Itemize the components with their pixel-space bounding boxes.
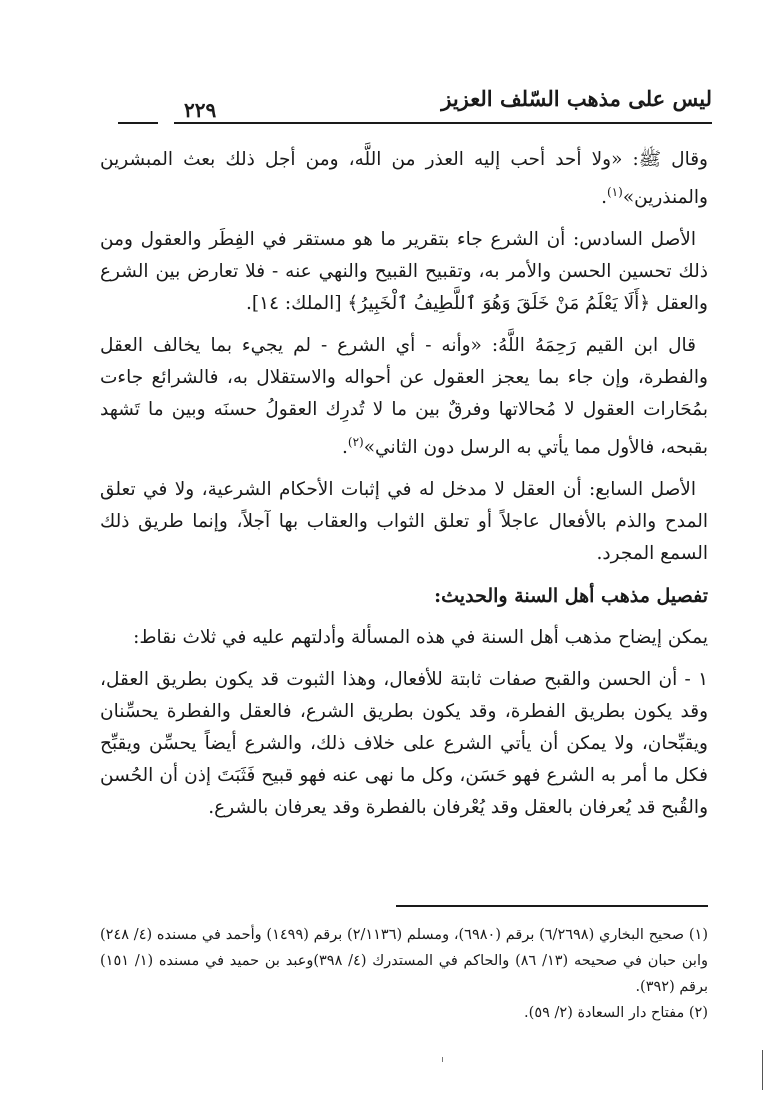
footnote-1: (١) صحيح البخاري (٦/٢٦٩٨) برقم (٦٩٨٠)، ومسلم (٢/١١٣٦) برقم (١٤٩٩) وأحمد في مسنده (٤/ ٢٤٨) وابن حبان في صحيحه (١٣/ ٨٦) والحاكم في المستدرك (٤/ ٣٩٨)وعبد بن حميد في مسنده (١/ ١٥١) برقم (٣٩٢). [100, 927, 708, 995]
paragraph-hadith-end: . [601, 187, 607, 209]
page-edge-mark [762, 1050, 763, 1090]
footnote-2: (٢) مفتاح دار السعادة (٢/ ٥٩). [524, 1005, 708, 1021]
footnote-rule [396, 905, 708, 907]
footnote-ref-2: (٢) [347, 435, 364, 450]
page-body [100, 144, 708, 834]
paragraph-ibn-qayyim-end: . [341, 437, 348, 459]
paragraph-ibn-qayyim-text: قال ابن القيم رَحِمَهُ اللَّهُ: «وأنه - أي الشرع - لم يجيء بما يخالف العقل والفطرة، وإن جاء بما يعجز العقول عن أحواله والاستقلال به، فالشرائع جاءت بمُحَارات العقول لا مُحالاتها وفرقٌ بين ما لا تُدرِك العقولُ حسنَه وبين ما تَشهد بقبحه، فالأول مما يأتي به الرسل دون الثاني» [100, 335, 708, 459]
header-rule-gap [158, 119, 174, 127]
paragraph-ibn-qayyim-quote [100, 330, 708, 464]
paragraph-intro-points: يمكن إيضاح مذهب أهل السنة في هذه المسألة وأدلتهم عليه في ثلاث نقاط: [133, 627, 708, 649]
footnote-ref-1: (١) [606, 185, 623, 199]
scan-mark [442, 1057, 443, 1062]
paragraph-hadith-text: وقال ﷺ: «ولا أحد أحب إليه العذر من اللَّه، ومن أجل ذلك بعث المبشرين والمنذرين» [100, 149, 708, 209]
running-title: ليس على مذهب السّلف العزيز [441, 86, 712, 111]
section-heading: تفصيل مذهب أهل السنة والحديث: [434, 585, 708, 608]
page-number: ٢٢٩ [176, 98, 224, 122]
paragraph-seventh-principle: الأصل السابع: أن العقل لا مدخل له في إثبات الأحكام الشرعية، ولا في تعلق المدح والذم بالأفعال عاجلاً أو تعلق الثواب والعقاب بها آجلاً، وإنما طريق ذلك السمع المجرد. [100, 479, 708, 565]
paragraph-point-one: ١ - أن الحسن والقبح صفات ثابتة للأفعال، وهذا الثبوت قد يكون بطريق العقل، وقد يكون بطريق الفطرة، وقد يكون بطريق الشرع، فالعقل والفطرة يحسِّنان ويقبِّحان، ولا يمكن أن يأتي الشرع على خلاف ذلك، والشرع أيضاً يحسِّن ويقبِّح فكل ما أمر به الشرع فهو حَسَن، وكل ما نهى عنه فهو قبيح فَثَبَتَ إذن أن الحُسن والقُبح قد يُعرفان بالعقل وقد يُعْرفان بالفطرة وقد يعرفان بالشرع. [100, 669, 708, 819]
paragraph-sixth-principle: الأصل السادس: أن الشرع جاء بتقرير ما هو مستقر في الفِطَر والعقول ومن ذلك تحسين الحسن والأمر به، وتقبيح القبيح والنهي عنه - فلا تعارض بين الشرع والعقل ﴿أَلَا يَعْلَمُ مَنْ خَلَقَ وَهُوَ ٱللَّطِيفُ ٱلْخَبِيرُ﴾ [الملك: ١٤]. [100, 229, 708, 315]
footnotes [100, 922, 708, 1026]
header-rule [118, 122, 712, 124]
paragraph-hadith [100, 144, 708, 214]
page-header [118, 86, 712, 126]
